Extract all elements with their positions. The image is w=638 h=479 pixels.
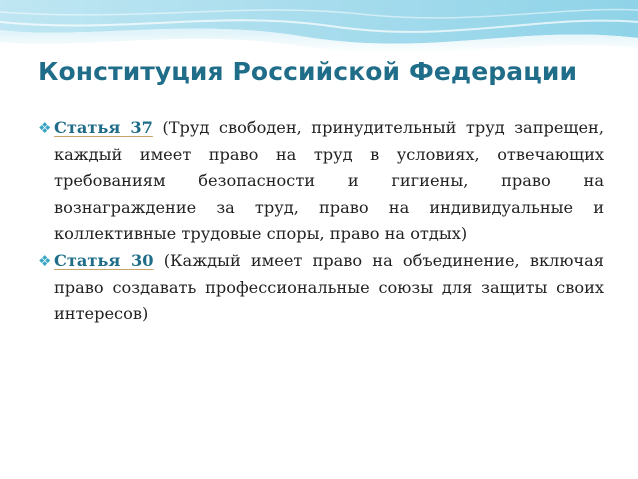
slide-content: [38, 115, 604, 328]
article-text: (Каждый имеет право на объединение, включая право создавать профессиональные союзы для защиты своих интересов): [54, 250, 604, 324]
article-text: (Труд свободен, принудительный труд запрещен, каждый имеет право на труд в условиях, отвечающих требованиям безопасности и гигиены, право на вознаграждение за труд, право на индивидуальные и коллективные трудовые споры, право на отдых): [54, 118, 604, 244]
list-item-article-30: [38, 248, 604, 328]
article-label: Статья 37: [54, 118, 153, 137]
diamond-bullet-icon: ❖: [38, 251, 52, 270]
list-item-article-37: [38, 115, 604, 248]
slide-title: Конституция Российской Федерации: [38, 57, 578, 86]
article-label: Статья 30: [54, 250, 154, 270]
diamond-bullet-icon: ❖: [38, 119, 52, 137]
